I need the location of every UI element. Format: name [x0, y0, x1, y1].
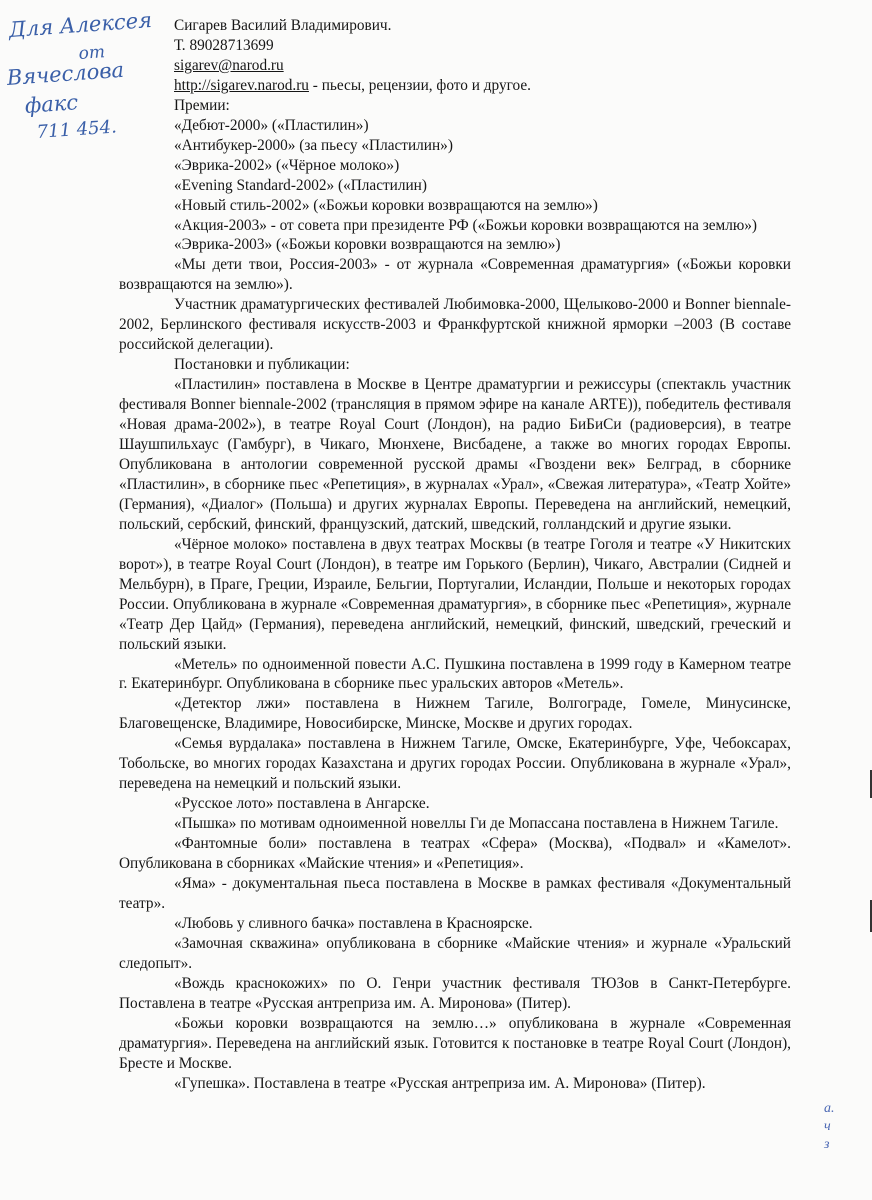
festivals-paragraph: Участник драматургических фестивалей Любимовка-2000, Щелыково-2000 и Bonner biennale-2002, Берлинского фестиваля искусств-2003 и Франкфуртской книжной ярморки –2003 (В составе российской делегации). [119, 296, 791, 354]
website-description: - пьесы, рецензии, фото и другое. [308, 76, 531, 94]
award-item: «Акция-2003» - от совета при президенте РФ («Божьи коровки возвращаются на землю») [174, 216, 758, 234]
handwritten-margin-mark [824, 1100, 835, 1155]
handwritten-note-line-2: от [78, 42, 106, 64]
production-item: «Чёрное молоко» поставлена в двух театрах Москвы (в театре Гоголя и театре «У Никитских ворот»), в театре Royal Court (Лондон), в театре им Горького (Берлин), Чикаго, Австралии (Сидней и Мельбурн), в Праге, Греции, Израиле, Бельгии, Португалии, Исландии, Польше и некоторых городах России. Опубликована в журнале «Современная драматургия», в сборнике пьес «Репетиция», журнале «Театр Дер Цайд» (Германия), переведена английский, немецкий, финский, шведский, греческий и польский языки. [119, 535, 791, 653]
award-item: «Дебют-2000» («Пластилин») [174, 116, 369, 134]
margin-mark-char: а. [824, 1101, 835, 1116]
production-item: «Метель» по одноименной повести А.С. Пушкина поставлена в 1999 году в Камерном театре г. Екатеринбург. Опубликована в сборнике пьес уральских авторов «Метель». [119, 655, 791, 693]
production-item: «Замочная скважина» опубликована в сборнике «Майские чтения» и журнале «Уральский следопыт». [119, 934, 791, 972]
award-item: «Новый стиль-2002» («Божьи коровки возвращаются на землю») [174, 196, 598, 214]
production-item: «Русское лото» поставлена в Ангарске. [174, 795, 430, 813]
production-item: «Гупешка». Поставлена в театре «Русская антреприза им. А. Миронова» (Питер). [174, 1074, 706, 1092]
production-item: «Семья вурдалака» поставлена в Нижнем Тагиле, Омске, Екатеринбурге, Уфе, Чебоксарах, Тобольске, во многих городах Казахстана и других городах России. Опубликована в журнале «Урал», переведена на немецкий и польский языки. [119, 735, 791, 793]
production-item: «Пышка» по мотивам одноименной новеллы Ги де Мопассана поставлена в Нижнем Тагиле. [174, 815, 779, 833]
document-body [119, 16, 791, 1093]
awards-title: Премии: [174, 96, 230, 114]
author-phone: Т. 89028713699 [174, 36, 274, 54]
margin-mark-char: з [824, 1137, 830, 1153]
award-item: «Эврика-2003» («Божьи коровки возвращаются на землю») [174, 236, 561, 254]
production-item: «Пластилин» поставлена в Москве в Центре драматургии и режиссуры (спектакль участник фестиваля Bonner biennale-2002 (трансляция в прямом эфире на канале ARTE)), победитель фестиваля «Новая драма-2002»), в театре Royal Court (Лондон), на радио БиБиСи (радиоверсия), в театре Шаушпильхаус (Гамбург), в Чикаго, Мюнхене, Висбадене, а также во многих городах Европы. Опубликована в антологии современной русской драмы «Гвоздени век» Белград, в сборнике «Пластилин», в сборнике пьес «Репетиция», в журналах «Урал», «Свежая литература», «Театр Хойте» (Германия), «Диалог» (Польша) и других журналах Европы. Переведена на английский, немецкий, польский, сербский, финский, французский, датский, шведский, голландский и другие языки. [119, 376, 791, 533]
handwritten-note-line-4: факс [24, 90, 79, 118]
handwritten-note-line-3: Вячеслова [6, 57, 125, 90]
production-item: «Детектор лжи» поставлена в Нижнем Тагиле, Волгограде, Гомеле, Минусинске, Благовещенске, Владимире, Новосибирске, Минске, Москве и других городах. [119, 695, 791, 733]
author-website [119, 76, 791, 96]
handwritten-note-line-5: 711 454. [36, 116, 118, 143]
author-email [119, 56, 791, 76]
award-item: «Эврика-2002» («Чёрное молоко») [174, 156, 400, 174]
production-item: «Любовь у сливного бачка» поставлена в Красноярске. [174, 914, 533, 932]
production-item: «Фантомные боли» поставлена в театрах «Сфера» (Москва), «Подвал» и «Камелот». Опубликована в сборниках «Майские чтения» и «Репетиция». [119, 835, 791, 873]
award-item: «Антибукер-2000» (за пьесу «Пластилин») [174, 136, 453, 154]
production-item: «Вождь краснокожих» по О. Генри участник фестиваля ТЮЗов в Санкт-Петербурге. Поставлена в театре «Русская антреприза им. А. Миронова» (Питер). [119, 974, 791, 1012]
author-name: Сигарев Василий Владимирович. [174, 17, 392, 34]
email-link[interactable]: sigarev@narod.ru [174, 56, 284, 74]
website-link[interactable]: http://sigarev.narod.ru [174, 76, 309, 94]
award-item: «Мы дети твои, Россия-2003» - от журнала «Современная драматургия» («Божьи коровки возвращаются на землю»). [119, 256, 791, 294]
award-item: «Evening Standard-2002» («Пластилин) [174, 176, 427, 194]
production-item: «Яма» - документальная пьеса поставлена в Москве в рамках фестиваля «Документальный театр». [119, 874, 791, 912]
productions-title: Постановки и публикации: [174, 356, 350, 374]
production-item: «Божьи коровки возвращаются на землю…» опубликована в журнале «Современная драматургия». Переведена на английский язык. Готовится к постановке в театре Royal Court (Лондон), Бресте и Москве. [119, 1014, 791, 1072]
handwritten-note-line-1: Для Алексея [8, 7, 153, 42]
margin-mark-char: ч [824, 1119, 831, 1135]
